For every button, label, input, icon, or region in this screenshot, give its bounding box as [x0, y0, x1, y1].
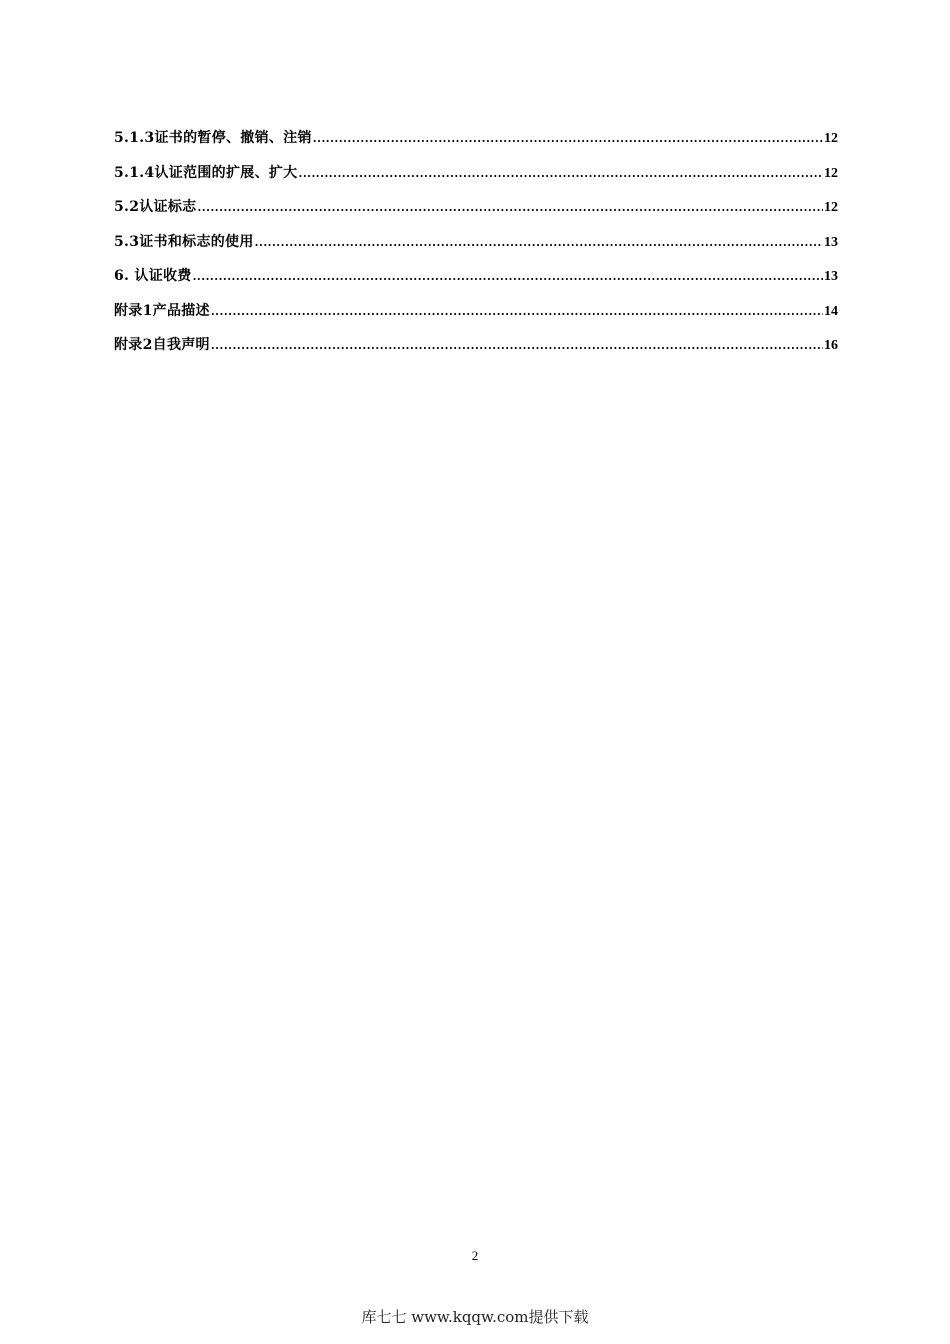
toc-entry-label: 5.2认证标志: [114, 199, 197, 215]
toc-entry[interactable]: [114, 266, 838, 301]
toc-entry-page: 12: [824, 131, 838, 146]
toc-entry[interactable]: [114, 232, 838, 267]
toc-entry-page: 12: [824, 200, 838, 215]
toc-entry-page: 13: [824, 234, 838, 250]
table-of-contents: [114, 128, 838, 370]
page-number: 2: [471, 1248, 479, 1263]
toc-entry-label: 6. 认证收费: [114, 268, 192, 284]
toc-entry-label: 5.1.3证书的暂停、撤销、注销: [114, 130, 312, 146]
toc-dot-leader: [255, 233, 823, 253]
toc-entry-page: 12: [824, 165, 838, 181]
toc-entry-page: 16: [824, 338, 838, 353]
footer-credit: 库七七 www.kqqw.com提供下载: [361, 1308, 589, 1326]
toc-entry-label: 5.3证书和标志的使用: [114, 233, 254, 250]
toc-entry[interactable]: [114, 163, 838, 198]
toc-entry[interactable]: [114, 335, 838, 370]
toc-entry[interactable]: [114, 197, 838, 232]
toc-entry-label: 附录1产品描述: [114, 302, 210, 319]
toc-dot-leader: [193, 267, 823, 287]
toc-dot-leader: [298, 164, 823, 184]
toc-entry-page: 13: [824, 269, 838, 284]
toc-entry-page: 14: [824, 303, 838, 319]
toc-dot-leader: [313, 129, 823, 149]
toc-dot-leader: [197, 198, 823, 218]
toc-entry-label: 5.1.4认证范围的扩展、扩大: [114, 164, 298, 181]
toc-dot-leader: [211, 302, 823, 322]
toc-entry[interactable]: [114, 301, 838, 336]
toc-dot-leader: [211, 336, 823, 356]
toc-entry[interactable]: [114, 128, 838, 163]
toc-entry-label: 附录2自我声明: [114, 337, 210, 353]
